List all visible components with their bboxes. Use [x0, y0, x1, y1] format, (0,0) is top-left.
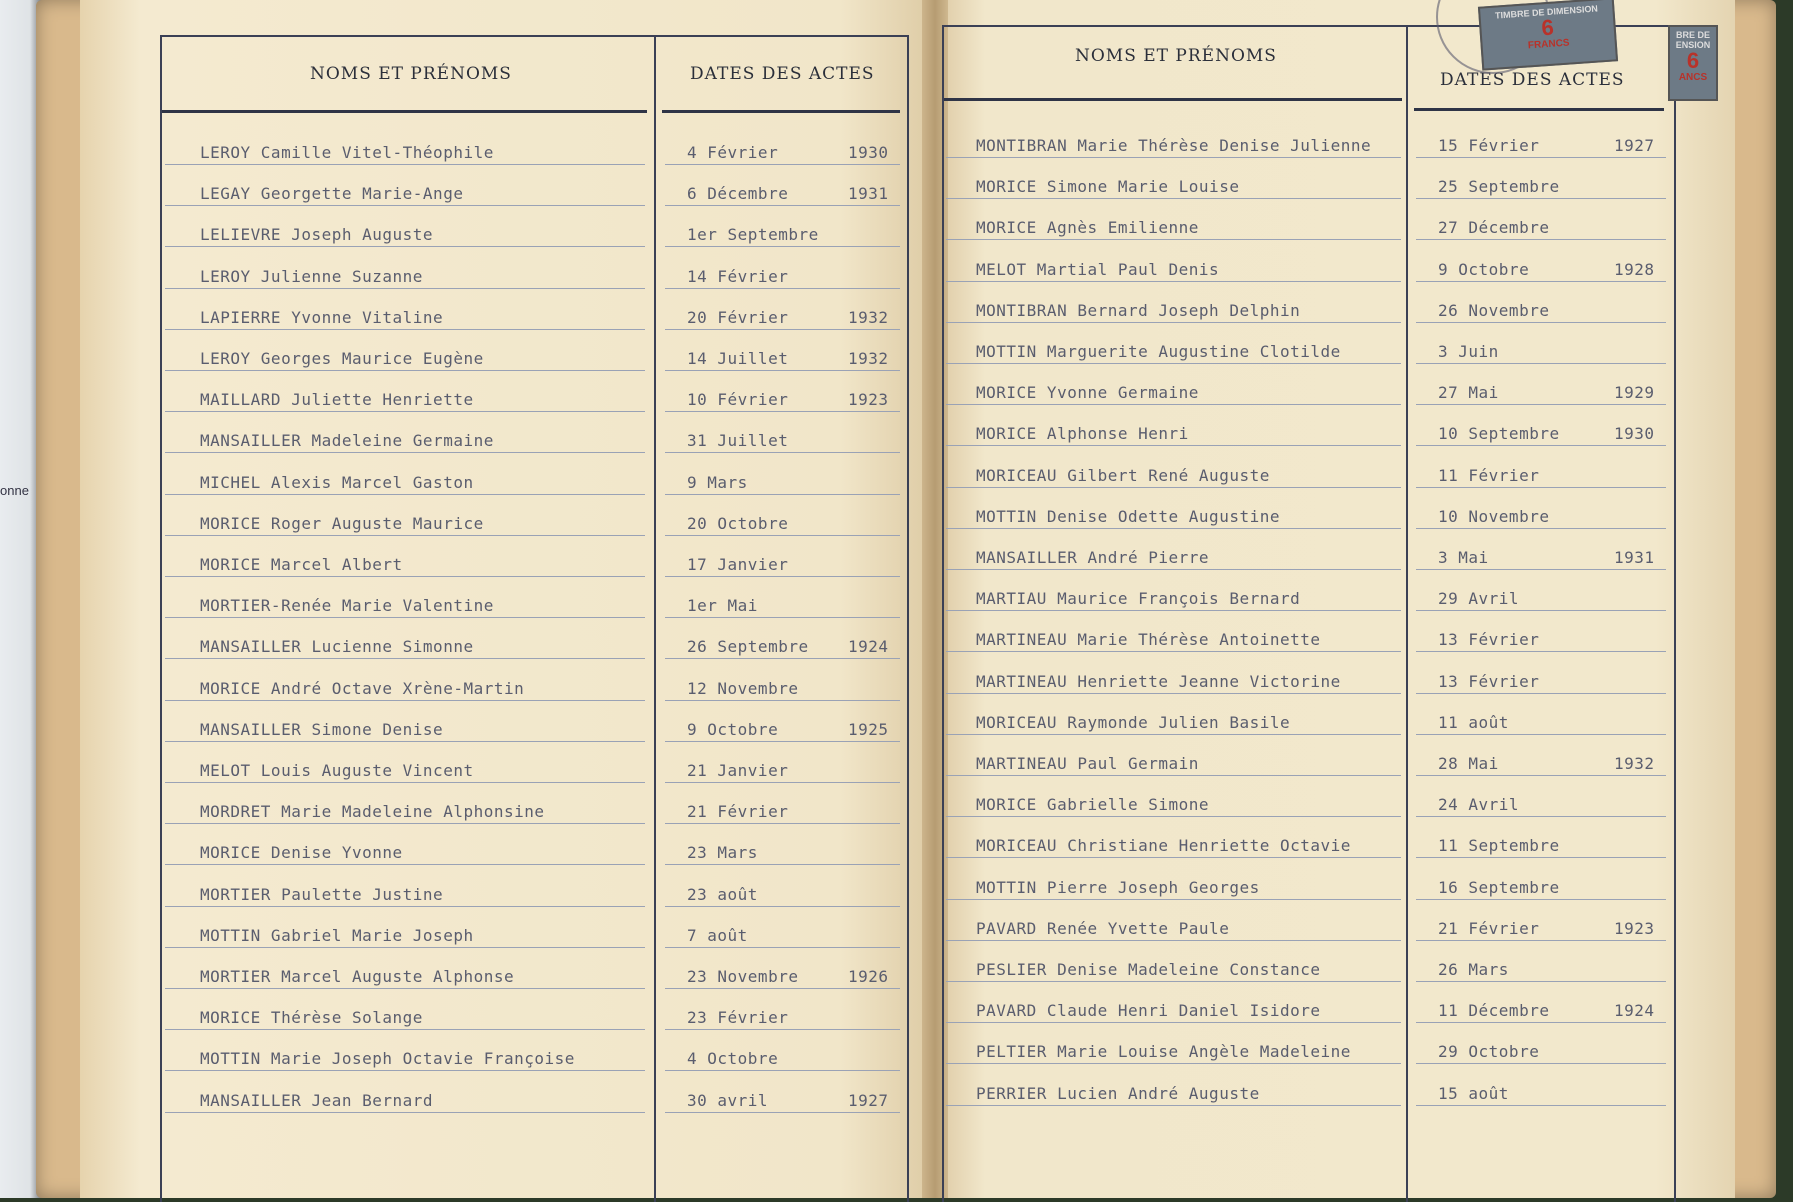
entry-date-rule: [665, 1112, 900, 1113]
register-entry: [946, 901, 1666, 941]
entry-date: 27 Mai: [1438, 383, 1499, 403]
entry-date: 23 Février: [687, 1008, 789, 1028]
entry-name-rule: [946, 940, 1401, 941]
entry-date: 15 août: [1438, 1083, 1509, 1103]
entry-date: 27 Décembre: [1438, 218, 1550, 238]
entry-name: MORICE Thérèse Solange: [200, 1008, 423, 1028]
entry-year: 1924: [848, 637, 889, 657]
entry-name: MORTIER Paulette Justine: [200, 884, 444, 904]
register-entry: [165, 825, 900, 865]
entry-name-rule: [946, 775, 1401, 776]
entry-name-rule: [946, 1105, 1401, 1106]
entry-name: PELTIER Marie Louise Angèle Madeleine: [976, 1042, 1351, 1062]
register-entry: [165, 166, 900, 206]
entry-name: MORICEAU Gilbert René Auguste: [976, 465, 1270, 485]
revenue-stamp-edge-value: 6: [1686, 48, 1700, 73]
entry-date-rule: [1416, 1063, 1666, 1064]
entry-name: MORICE Gabrielle Simone: [976, 795, 1210, 815]
entry-date-rule: [1416, 1022, 1666, 1023]
entry-year: 1932: [848, 307, 889, 327]
entry-year: 1927: [848, 1090, 889, 1110]
entry-name-rule: [946, 363, 1401, 364]
entry-year: 1924: [1614, 1001, 1655, 1021]
entry-date-rule: [1416, 981, 1666, 982]
entry-date: 10 Février: [687, 390, 789, 410]
entry-date: 10 Septembre: [1438, 424, 1560, 444]
entry-name: MELOT Louis Auguste Vincent: [200, 761, 474, 780]
entry-name-rule: [165, 741, 645, 742]
entry-date: 29 Octobre: [1438, 1042, 1540, 1062]
entry-name-rule: [165, 411, 645, 412]
entry-name-rule: [165, 700, 645, 701]
entry-name: MOTTIN Pierre Joseph Georges: [976, 877, 1260, 897]
revenue-stamp-title: TIMBRE DE DIMENSION: [1494, 3, 1599, 21]
entry-date-rule: [1416, 445, 1666, 446]
register-entry: [946, 695, 1666, 735]
register-entry: [946, 324, 1666, 364]
entry-date-rule: [1416, 899, 1666, 900]
entry-name: LEROY Camille Vitel-Théophile: [200, 143, 494, 162]
left-header-dates: DATES DES ACTES: [690, 64, 875, 84]
register-entry: [165, 207, 900, 247]
entry-year: 1923: [1614, 918, 1655, 938]
entry-date-rule: [1416, 734, 1666, 735]
entry-name-rule: [165, 906, 645, 907]
entry-date-rule: [1416, 528, 1666, 529]
entry-name-rule: [165, 658, 645, 659]
register-entry: [946, 1024, 1666, 1064]
entry-name: MICHEL Alexis Marcel Gaston: [200, 472, 474, 492]
entry-name: MORDRET Marie Madeleine Alphonsine: [200, 802, 545, 822]
entry-name: MANSAILLER Madeleine Germaine: [200, 431, 494, 451]
entry-date-rule: [1416, 651, 1666, 652]
entry-date-rule: [1416, 816, 1666, 817]
entry-date: 14 Juillet: [687, 349, 789, 368]
entry-date-rule: [665, 205, 900, 206]
entry-name: MORICE Agnès Emilienne: [976, 218, 1199, 238]
entry-date-rule: [1416, 569, 1666, 570]
entry-name-rule: [165, 535, 645, 536]
entry-name-rule: [946, 857, 1401, 858]
entry-date-rule: [665, 1070, 900, 1071]
entry-name: MOTTIN Marguerite Augustine Clotilde: [976, 342, 1341, 361]
entry-date: 28 Mai: [1438, 754, 1499, 773]
entry-name: MORTIER Marcel Auguste Alphonse: [200, 967, 515, 986]
revenue-stamp-value: 6: [1540, 14, 1555, 41]
entry-name: MONTIBRAN Bernard Joseph Delphin: [976, 300, 1301, 320]
entry-date-rule: [665, 1029, 900, 1030]
register-entry: [165, 784, 900, 824]
entry-year: 1932: [848, 349, 889, 368]
register-entry: [946, 365, 1666, 405]
left-header-rule-names: [162, 110, 647, 113]
entry-name-rule: [946, 239, 1401, 240]
entry-name: MOTTIN Gabriel Marie Joseph: [200, 925, 474, 945]
entry-date: 30 avril: [687, 1090, 769, 1110]
entry-date-rule: [1416, 281, 1666, 282]
register-entry: [165, 990, 900, 1030]
entry-name-rule: [165, 288, 645, 289]
entry-date: 23 août: [687, 884, 758, 904]
entry-name: PAVARD Claude Henri Daniel Isidore: [976, 1001, 1321, 1021]
register-entry: [946, 736, 1666, 776]
entry-name-rule: [946, 445, 1401, 446]
entry-name-rule: [946, 1022, 1401, 1023]
entry-date: 23 Mars: [687, 843, 758, 863]
entry-date-rule: [665, 700, 900, 701]
entry-date-rule: [665, 823, 900, 824]
entry-name: MANSAILLER Simone Denise: [200, 719, 444, 739]
entry-date-rule: [1416, 1105, 1666, 1106]
register-entry: [165, 1031, 900, 1071]
entry-name-rule: [165, 1112, 645, 1113]
register-entry: [946, 983, 1666, 1023]
entry-name: MAILLARD Juliette Henriette: [200, 390, 474, 410]
entry-date-rule: [665, 906, 900, 907]
entry-name: LEROY Georges Maurice Eugène: [200, 349, 484, 368]
entry-date: 3 Mai: [1438, 548, 1489, 567]
entry-name-rule: [946, 816, 1401, 817]
entry-date-rule: [665, 782, 900, 783]
entry-name: MORICE Denise Yvonne: [200, 843, 403, 863]
entry-year: 1930: [1614, 424, 1655, 444]
entry-date: 20 Octobre: [687, 513, 789, 533]
entry-date: 1er Septembre: [687, 225, 819, 245]
entry-date-rule: [1416, 693, 1666, 694]
entry-date-rule: [1416, 940, 1666, 941]
entry-year: 1930: [848, 143, 889, 162]
entry-date: 12 Novembre: [687, 678, 799, 698]
entry-name-rule: [165, 452, 645, 453]
register-entry: [165, 125, 900, 165]
revenue-stamp-edge-title: BRE DE ENSION: [1675, 30, 1711, 50]
entry-name-rule: [946, 734, 1401, 735]
entry-name: LELIEVRE Joseph Auguste: [200, 225, 434, 245]
entry-name-rule: [165, 988, 645, 989]
register-entry: [165, 867, 900, 907]
entry-date: 9 Octobre: [1438, 259, 1530, 279]
entry-name-rule: [946, 693, 1401, 694]
register-entry: [165, 619, 900, 659]
entry-year: 1929: [1614, 383, 1655, 403]
entry-year: 1932: [1614, 754, 1655, 773]
entry-date: 21 Février: [1438, 918, 1540, 938]
entry-date-rule: [665, 164, 900, 165]
entry-name: MARTINEAU Henriette Jeanne Victorine: [976, 671, 1341, 691]
entry-date-rule: [665, 494, 900, 495]
entry-date: 29 Avril: [1438, 589, 1520, 609]
right-header-dates: DATES DES ACTES: [1440, 70, 1625, 90]
entry-name-rule: [165, 205, 645, 206]
revenue-stamp-edge-unit: ANCS: [1678, 72, 1708, 83]
entry-date: 25 Septembre: [1438, 177, 1560, 197]
entry-name-rule: [946, 651, 1401, 652]
entry-name: LAPIERRE Yvonne Vitaline: [200, 307, 444, 327]
entry-date-rule: [665, 370, 900, 371]
entry-date: 17 Janvier: [687, 555, 789, 574]
entry-name: MOTTIN Marie Joseph Octavie Françoise: [200, 1049, 575, 1069]
entry-date: 24 Avril: [1438, 795, 1520, 815]
register-entry: [946, 530, 1666, 570]
entry-year: 1931: [848, 184, 889, 204]
register-entry: [165, 702, 900, 742]
register-entry: [946, 818, 1666, 858]
entry-date: 9 Mars: [687, 472, 748, 492]
entry-date-rule: [1416, 198, 1666, 199]
entry-name-rule: [165, 617, 645, 618]
entry-name: LEROY Julienne Suzanne: [200, 266, 423, 286]
entry-name-rule: [165, 864, 645, 865]
entry-date: 10 Novembre: [1438, 506, 1550, 526]
entry-date: 16 Septembre: [1438, 877, 1560, 897]
entry-name-rule: [946, 198, 1401, 199]
entry-date-rule: [665, 864, 900, 865]
entry-name-rule: [946, 157, 1401, 158]
entry-name-rule: [165, 370, 645, 371]
entry-name: MELOT Martial Paul Denis: [976, 259, 1220, 279]
register-entry: [165, 949, 900, 989]
entry-date: 11 Février: [1438, 465, 1540, 485]
entry-name-rule: [165, 246, 645, 247]
register-entry: [946, 283, 1666, 323]
entry-name: MOTTIN Denise Odette Augustine: [976, 506, 1280, 526]
left-header-rule-dates: [662, 110, 900, 113]
entry-date: 13 Février: [1438, 630, 1540, 650]
entry-year: 1928: [1614, 259, 1655, 279]
entry-date-rule: [665, 288, 900, 289]
entry-date: 11 août: [1438, 712, 1509, 732]
right-header-rule-names: [944, 98, 1402, 101]
register-entry: [165, 661, 900, 701]
entry-date-rule: [665, 576, 900, 577]
register-entry: [946, 571, 1666, 611]
entry-year: 1925: [848, 719, 889, 739]
register-entry: [165, 578, 900, 618]
entry-year: 1923: [848, 390, 889, 410]
entry-date: 26 Mars: [1438, 960, 1509, 979]
entry-name-rule: [165, 576, 645, 577]
register-entry: [946, 406, 1666, 446]
entry-date: 6 Décembre: [687, 184, 789, 204]
register-entry: [165, 413, 900, 453]
entry-date-rule: [1416, 157, 1666, 158]
entry-name: PAVARD Renée Yvette Paule: [976, 918, 1230, 938]
entry-date-rule: [1416, 487, 1666, 488]
entry-date: 31 Juillet: [687, 431, 789, 451]
entry-year: 1926: [848, 967, 889, 986]
entry-name-rule: [165, 823, 645, 824]
entry-date: 4 Octobre: [687, 1049, 779, 1069]
entry-name-rule: [946, 899, 1401, 900]
entry-name-rule: [165, 782, 645, 783]
entry-name: MORICEAU Christiane Henriette Octavie: [976, 836, 1351, 856]
entry-name-rule: [946, 610, 1401, 611]
entry-date-rule: [1416, 857, 1666, 858]
register-entry: [946, 489, 1666, 529]
entry-name-rule: [165, 1029, 645, 1030]
entry-name: MONTIBRAN Marie Thérèse Denise Julienne: [976, 136, 1372, 155]
entry-name-rule: [165, 1070, 645, 1071]
entry-name: MORTIER-Renée Marie Valentine: [200, 596, 494, 616]
register-entry: [946, 118, 1666, 158]
entry-name: MORICE Alphonse Henri: [976, 424, 1189, 444]
entry-name: MANSAILLER André Pierre: [976, 548, 1210, 567]
entry-date: 21 Février: [687, 802, 789, 822]
right-header-rule-dates: [1414, 108, 1664, 111]
entry-year: 1931: [1614, 548, 1655, 567]
entry-date-rule: [665, 947, 900, 948]
entry-name: MORICE Marcel Albert: [200, 555, 403, 574]
entry-date: 26 Septembre: [687, 637, 809, 657]
entry-date-rule: [1416, 322, 1666, 323]
register-entry: [946, 942, 1666, 982]
register-entry: [946, 612, 1666, 652]
register-entry: [165, 496, 900, 536]
entry-name-rule: [165, 494, 645, 495]
left-header-names: NOMS ET PRÉNOMS: [310, 64, 512, 84]
entry-date-rule: [665, 988, 900, 989]
register-entry: [946, 200, 1666, 240]
register-entry: [946, 448, 1666, 488]
entry-date: 21 Janvier: [687, 761, 789, 780]
register-entry: [165, 537, 900, 577]
entry-date-rule: [665, 246, 900, 247]
register-entry: [946, 777, 1666, 817]
entry-name-rule: [946, 281, 1401, 282]
entry-year: 1927: [1614, 136, 1655, 155]
entry-name-rule: [165, 164, 645, 165]
revenue-stamp-unit: FRANCS: [1527, 37, 1570, 52]
entry-name: MORICE Roger Auguste Maurice: [200, 513, 484, 533]
entry-name: MANSAILLER Lucienne Simonne: [200, 637, 474, 657]
revenue-stamp-edge: [1668, 25, 1718, 101]
entry-name-rule: [946, 404, 1401, 405]
entry-date-rule: [1416, 239, 1666, 240]
register-entry: [165, 1073, 900, 1113]
register-entry: [946, 1066, 1666, 1106]
entry-date: 13 Février: [1438, 671, 1540, 691]
register-entry: [165, 455, 900, 495]
entry-date-rule: [665, 658, 900, 659]
entry-date-rule: [665, 617, 900, 618]
entry-date: 11 Décembre: [1438, 1001, 1550, 1021]
entry-name-rule: [946, 981, 1401, 982]
entry-name: PESLIER Denise Madeleine Constance: [976, 960, 1321, 979]
entry-name: MARTINEAU Marie Thérèse Antoinette: [976, 630, 1321, 650]
entry-date: 9 Octobre: [687, 719, 779, 739]
register-entry: [165, 908, 900, 948]
entry-date: 15 Février: [1438, 136, 1540, 155]
entry-name-rule: [946, 528, 1401, 529]
register-entry: [946, 159, 1666, 199]
entry-name-rule: [946, 487, 1401, 488]
entry-date: 7 août: [687, 925, 748, 945]
entry-date-rule: [665, 411, 900, 412]
entry-name: LEGAY Georgette Marie-Ange: [200, 184, 464, 204]
entry-date-rule: [665, 329, 900, 330]
revenue-stamp: [1478, 0, 1618, 71]
right-header-names: NOMS ET PRÉNOMS: [1075, 46, 1277, 66]
entry-name-rule: [946, 322, 1401, 323]
register-entry: [946, 242, 1666, 282]
entry-name: MORICE Yvonne Germaine: [976, 383, 1199, 403]
entry-date-rule: [1416, 610, 1666, 611]
entry-name: MORICE André Octave Xrène-Martin: [200, 678, 525, 698]
entry-date: 26 Novembre: [1438, 300, 1550, 320]
register-entry: [165, 331, 900, 371]
entry-date: 11 Septembre: [1438, 836, 1560, 856]
entry-name-rule: [165, 329, 645, 330]
register-entry: [165, 249, 900, 289]
register-entry: [946, 860, 1666, 900]
entry-name: MARTINEAU Paul Germain: [976, 754, 1199, 773]
entry-name: MARTIAU Maurice François Bernard: [976, 589, 1301, 609]
register-entry: [946, 654, 1666, 694]
cut-off-label: onne: [0, 483, 29, 498]
entry-date-rule: [1416, 363, 1666, 364]
entry-date: 4 Février: [687, 143, 779, 162]
register-entry: [165, 743, 900, 783]
entry-name: MORICE Simone Marie Louise: [976, 177, 1240, 197]
entry-date-rule: [1416, 404, 1666, 405]
register-entry: [165, 290, 900, 330]
entry-date: 1er Mai: [687, 596, 758, 616]
entry-date: 23 Novembre: [687, 967, 799, 986]
entry-name: PERRIER Lucien André Auguste: [976, 1083, 1260, 1103]
entry-name: MORICEAU Raymonde Julien Basile: [976, 712, 1291, 732]
entry-date: 20 Février: [687, 307, 789, 327]
entry-date: 3 Juin: [1438, 342, 1499, 361]
entry-date-rule: [665, 535, 900, 536]
register-entry: [165, 372, 900, 412]
entry-name-rule: [946, 1063, 1401, 1064]
entry-date: 14 Février: [687, 266, 789, 286]
entry-date-rule: [1416, 775, 1666, 776]
entry-name-rule: [946, 569, 1401, 570]
entry-name: MANSAILLER Jean Bernard: [200, 1090, 434, 1110]
entry-date-rule: [665, 741, 900, 742]
entry-name-rule: [165, 947, 645, 948]
entry-date-rule: [665, 452, 900, 453]
